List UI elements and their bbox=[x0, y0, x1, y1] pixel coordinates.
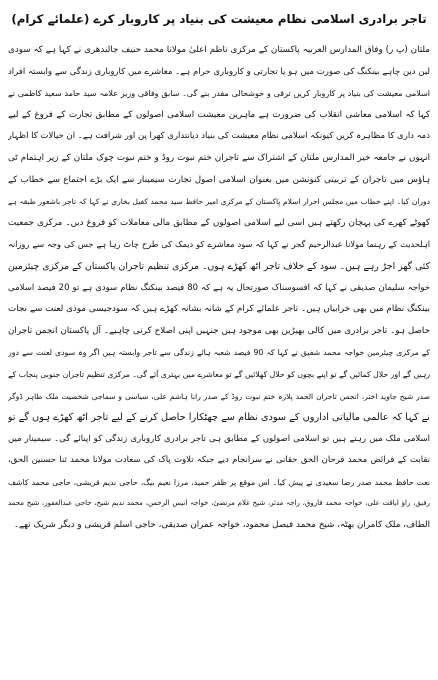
article-line: لین دین چاہے بینکنگ کی صورت میں ہو یا تجارتی و کاروباری حرام ہے۔ معاشرے میں کاروباری زندگی سے وابستہ افراد bbox=[8, 66, 430, 77]
article-line: رفیق، راؤ ایاقت علی، خواجہ محمد فاروق، راجہ مدثر، شیخ غلام مرتضیٰ، خواجہ انیس الرحمن، محمد ندیم شیخ، حاجی عبدالغفور، شیخ محمد bbox=[8, 499, 430, 508]
article-line: کئی گھر اجڑ رہے ہیں۔ سود کے خلاف تاجر اٹھ کھڑے ہوں۔ مرکزی تنظیم تاجران پاکستان کے مرکزی چیئرمین bbox=[8, 260, 430, 272]
article-line: انہوں نے جامعہ خیر المدارس ملتان کے اشتراک سے تاجران ختم نبوت روڈ و ختم نبوت چوک ملتان کے زیر اہتمام ٹی bbox=[8, 152, 430, 163]
article-headline: تاجر برادری اسلامی نظام معیشت کی بنیاد پر کاروبار کرے (علمائے کرام) bbox=[11, 12, 427, 26]
article-line: ہاؤس میں تاجران کے تربیتی کنونشن میں بعنوان اسلامی اصول تجارت سیمینار سے ایک بڑے اجتماع سے خطاب کے bbox=[8, 174, 430, 185]
article-line: دوران کیا۔ اپنے خطاب میں مجلس احرار اسلام پاکستان کے مرکزی امیر حافظ سید محمد کفیل بخاری نے کہا کہ تاجر باشعور طبقہ ہے bbox=[8, 197, 430, 207]
article-line: نقابت کے فرائض محمد فرحان الحق حقانی نے سرانجام دیے جبکہ تلاوت پاک کی سعادت مولانا محمد ثنا حسنین الحق، bbox=[8, 455, 430, 466]
article-line: رہیں گے اور حلال کمائیں گے تو اپنے بچوں کو حلال کھلائیں گے تو معاشرے میں بہتری آئے گی۔ مرکزی تنظیم تاجران جنوبی پنجاب کے bbox=[8, 369, 430, 379]
article-line: اسلامی معیشت کی بنیاد پر کاروبار کریں ترقی و خوشحالی مقدر بنے گی۔ سابق وفاقی وزیر علامہ سید حامد سعید کاظمی نے bbox=[8, 89, 430, 99]
article-line: حاصل ہو۔ تاجر برادری میں کالی بھیڑیں بھی موجود ہیں جنہیں اپنی اصلاح کرنی چاہیے۔ آل پاکستان انجمن تاجران bbox=[8, 325, 430, 336]
article-line: کہا کہ اسلامی معاشی انقلاب کی ضرورت ہے ماہرین معیشت اسلامی اصولوں کے مطابق تجارت کے فروغ کے لیے bbox=[8, 109, 430, 120]
article-line: اہلحدیث کے رہنما مولانا عبدالرحیم گجر نے کہا کہ سود معاشرے کو دیمک کی طرح چاٹ رہا ہے جس کی وجہ سے روزانہ bbox=[8, 239, 430, 250]
article-line: کھوٹے کھرے کی پہچان رکھتے ہیں اسی لیے اسلامی اصولوں کے مطابق مالی معاملات کو فروغ دیں۔ مرکزی جمعیت bbox=[8, 217, 430, 228]
article-line: بینکنگ نظام میں بھی خرابیاں ہیں۔ تاجر علمائے کرام کے شانہ بشانہ کھڑے ہیں کہ سودجیسی موذی لعنت سے نجات bbox=[8, 304, 430, 315]
article-line: کے مرکزی چیئرمین خواجہ محمد شفیق نے کہا کہ 90 فیصد شعبہ ہائے زندگی سے تاجر وابستہ ہیں اگر وہ سودی لعنت سے دور bbox=[8, 348, 430, 358]
article-line: اسلامی ملک میں رہتے ہیں تو اسلامی اصولوں کے مطابق ہی تاجر برادری کاروباری زندگی کو اپنائے گی۔ سیمینار میں bbox=[8, 433, 430, 444]
article-line: ملتان (پ ر) وفاق المدارس العربیہ پاکستان کے مرکزی ناظم اعلیٰ مولانا محمد حنیف جالندھری نے کہا ہے کہ سودی bbox=[8, 45, 430, 55]
article-line: صدر شیخ جاوید اختر، انجمن تاجران الحمد پلازہ ختم نبوت روڈ کے صدر رانا ہاشم علی، سیاسی و سماجی شخصیت ملک طاہر ڈوگر bbox=[8, 391, 430, 401]
article-line: خواجہ سلیمان صدیقی نے کہا کہ افسوسناک صورتحال یہ ہے کہ 80 فیصد بینکنگ نظام سودی ہے تو 20 فیصد اسلامی bbox=[8, 282, 430, 293]
article-body bbox=[8, 40, 430, 537]
article-line: نے کہا کہ عالمی مالیاتی اداروں کے سودی نظام سے چھٹکارا حاصل کرنے کے لیے تاجر اٹھ کھڑے ہوں گے تو bbox=[8, 412, 430, 424]
article-line: ذمہ داری کا مظاہرہ کریں کیونکہ اسلامی نظام معیشت کی بنیاد دیانتداری کھرا پن اور شرافت ہے۔ ان خیالات کا اظہار bbox=[8, 131, 430, 142]
article-line: الطاف، ملک کامران بھٹہ، شیخ محمد فیصل محمود، خواجہ عمران صدیقی، حاجی اسلم قریشی و دیگر شریک تھے۔ bbox=[13, 520, 430, 531]
article-line: نعت حافظ محمد صدر رضا سعیدی نے پیش کیا۔ اس موقع پر ظفر حمید، مرزا نعیم بیگ، حاجی ندیم قریشی، حاجی محمد کاشف bbox=[8, 477, 430, 487]
